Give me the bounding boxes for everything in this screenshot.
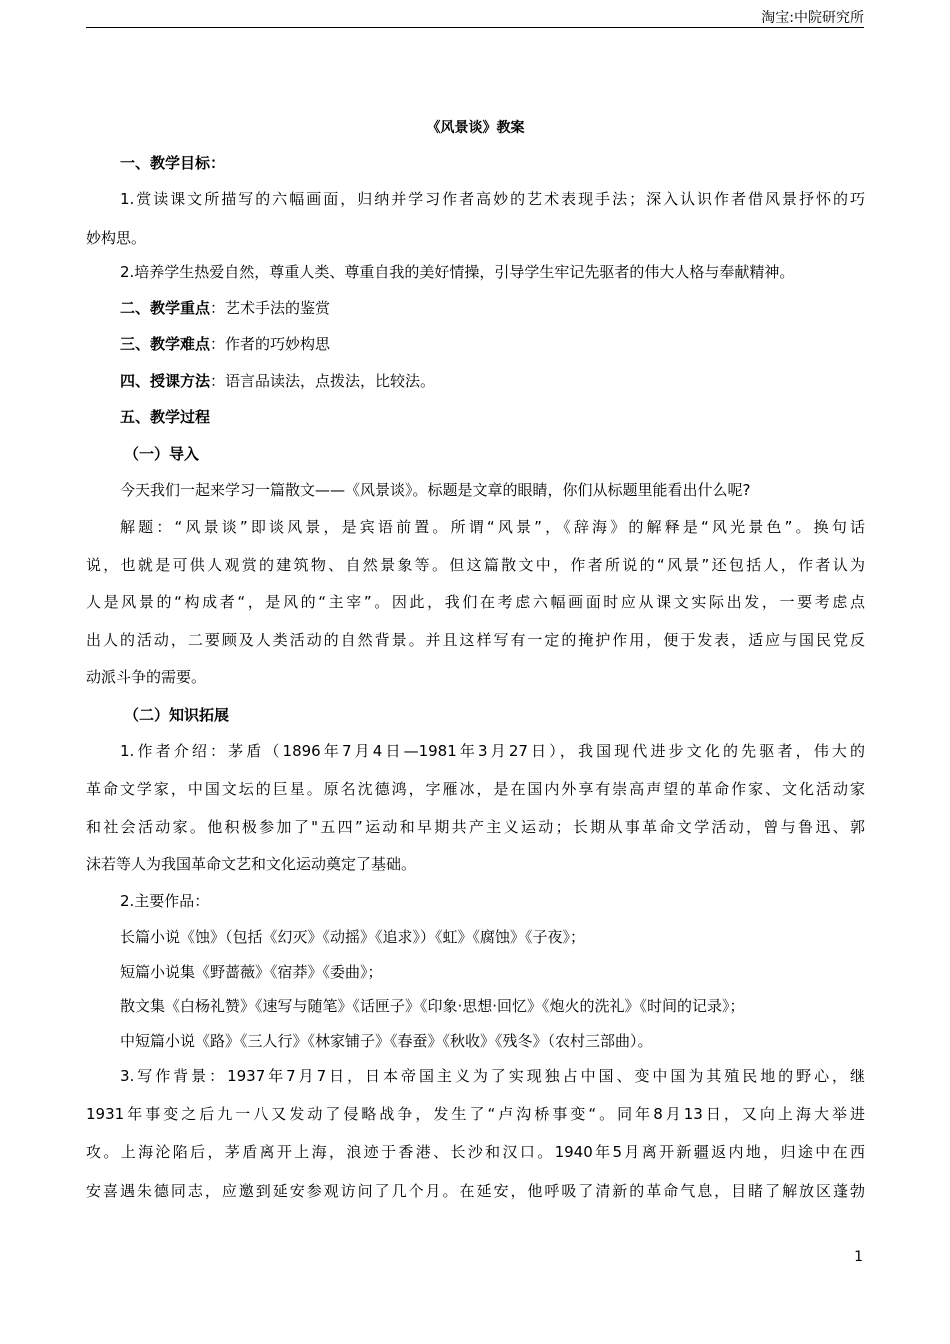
header-rule [86,27,864,28]
goal-2: 2.培养学生热爱自然，尊重人类、尊重自我的美好情操，引导学生牢记先驱者的伟大人格与奉献精神。 [120,263,795,281]
goal-1-line-1: 1.赏读课文所描写的六幅画面，归纳并学习作者高妙的艺术表现手法；深入认识作者借风景抒怀的巧 [120,190,865,208]
intro-text: 今天我们一起来学习一篇散文——《风景谈》。标题是文章的眼睛，你们从标题里能看出什么呢? [120,481,751,499]
explain-line-3: 人是风景的“构成者“，是风的“主宰”。因此，我们在考虑六幅画面时应从课文实际出发，一要考虑点 [86,593,865,611]
heading-method [86,371,865,391]
goal-1-line-2: 妙构思。 [86,229,147,247]
document-title: 《风景谈》教案 [426,120,525,136]
explain-line-1: 解题：“风景谈”即谈风景，是宾语前置。所谓“风景”，《辞海》的解释是“风光景色”。换句话 [120,518,865,536]
explain-line-5: 动派斗争的需要。 [86,668,207,686]
author-line-4: 沫若等人为我国革命文艺和文化运动奠定了基础。 [86,855,417,873]
explain-line-2: 说，也就是可供人观赏的建筑物、自然景象等。但这篇散文中，作者所说的“风景”还包括人，作者认为 [86,556,865,574]
section-intro: （一）导入 [124,445,200,463]
background-line-3: 攻。上海沦陷后，茅盾离开上海，浪迹于香港、长沙和汉口。1940年5月离开新疆返内地，归途中在西 [86,1143,865,1161]
heading-difficulty [86,334,865,354]
method-text: ：语言品读法，点拨法，比较法。 [210,372,436,390]
author-line-2: 革命文学家，中国文坛的巨星。原名沈德鸿，字雁冰，是在国内外享有崇高声望的革命作家、文化活动家 [86,780,865,798]
heading-process: 五、教学过程 [120,408,211,426]
heading-objectives: 一、教学目标： [120,154,226,172]
key-point-label: 二、教学重点 [120,299,211,317]
page-header-text: 淘宝:中院研究所 [761,10,864,26]
author-line-3: 和社会活动家。他积极参加了"五四”运动和早期共产主义运动；长期从事革命文学活动，曾与鲁迅、郭 [86,818,865,836]
method-label: 四、授课方法 [120,372,211,390]
works-short-stories: 短篇小说集《野蔷薇》《宿莽》《委曲》； [120,963,383,981]
works-essays: 散文集《白杨礼赞》《速写与随笔》《话匣子》《印象·思想·回忆》《炮火的洗礼》《时间的记录》； [120,997,745,1015]
page-number: 1 [854,1249,863,1265]
key-point-text: ：艺术手法的鉴赏 [210,299,331,317]
background-line-2: 1931年事变之后九一八又发动了侵略战争，发生了“卢沟桥事变“。同年8月13日，又向上海大举进 [86,1105,865,1123]
background-line-4: 安喜遇朱德同志，应邀到延安参观访问了几个月。在延安，他呼吸了清新的革命气息，目睹了解放区蓬勃 [86,1182,865,1200]
section-knowledge: （二）知识拓展 [124,706,230,724]
author-line-1: 1.作者介绍：茅盾（1896年7月4日—1981年3月27日），我国现代进步文化的先驱者，伟大的 [120,742,865,760]
works-novels: 长篇小说《蚀》（包括《幻灭》《动摇》《追求》）《虹》《腐蚀》《子夜》； [120,928,586,946]
works-novellas: 中短篇小说《路》《三人行》《林家铺子》《春蚕》《秋收》《残冬》（农村三部曲）。 [120,1032,653,1050]
explain-line-4: 出人的活动，二要顾及人类活动的自然背景。并且这样写有一定的掩护作用，便于发表，适应与国民党反 [86,631,865,649]
background-line-1: 3.写作背景：1937年7月7日，日本帝国主义为了实现独占中国、变中国为其殖民地的野心，继 [120,1067,865,1085]
difficulty-text: ：作者的巧妙构思 [210,335,331,353]
works-heading: 2.主要作品： [120,892,210,910]
difficulty-label: 三、教学难点 [120,335,211,353]
heading-key-point [86,298,865,318]
